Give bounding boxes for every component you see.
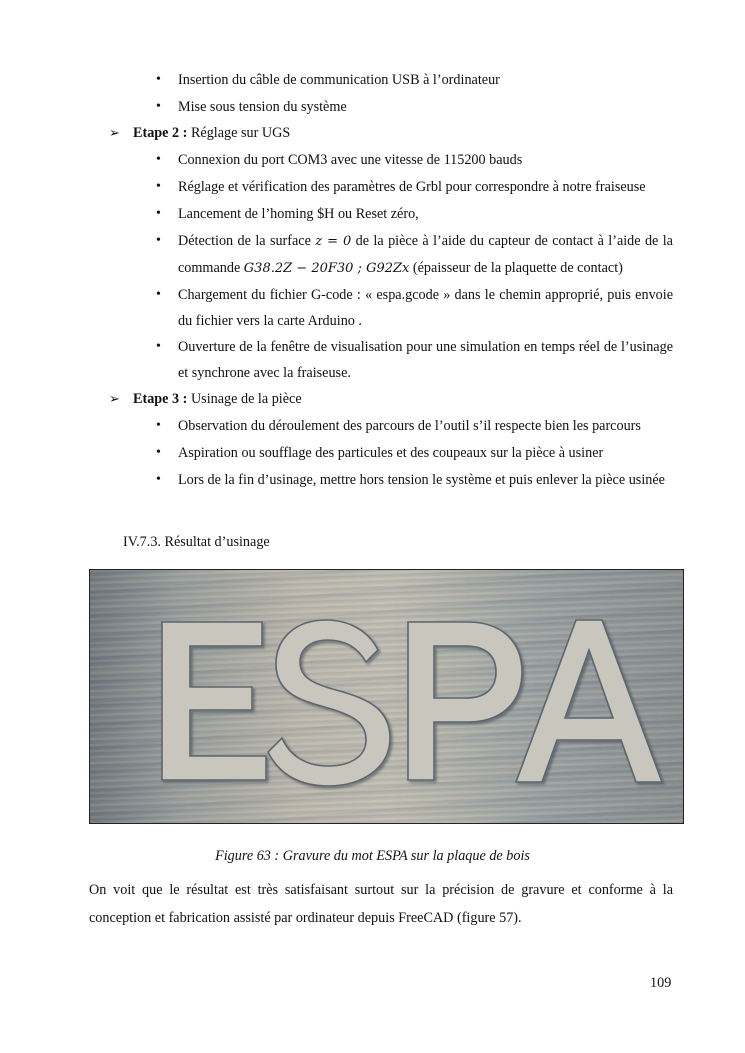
bullet-icon: • <box>156 179 161 194</box>
bullet-icon: • <box>156 418 161 433</box>
step-3-label: Etape 3 : <box>133 391 188 407</box>
bullet-icon: • <box>156 472 161 487</box>
step-3-title: Usinage de la pièce <box>190 391 302 407</box>
bullet-icon: • <box>156 152 161 167</box>
engraved-wood-photo <box>89 569 684 824</box>
step-2-heading <box>109 120 291 146</box>
list-item: • Réglage et vérification des paramètres de Grbl pour correspondre à notre fraiseuse <box>178 174 673 200</box>
list-item: • Lors de la fin d’usinage, mettre hors tension le système et puis enlever la pièce usinée <box>178 467 673 493</box>
bullet-icon: • <box>156 233 161 248</box>
step-3-heading <box>109 386 302 412</box>
step-2-title: Réglage sur UGS <box>190 125 291 141</box>
list-item: • Insertion du câble de communication USB à l’ordinateur <box>178 67 673 93</box>
section-heading: IV.7.3. Résultat d’usinage <box>123 534 270 550</box>
bullet-icon: • <box>156 99 161 114</box>
figure-caption: Figure 63 : Gravure du mot ESPA sur la plaque de bois <box>215 848 530 864</box>
bullet-icon: • <box>156 339 161 354</box>
bullet-icon: • <box>156 206 161 221</box>
list-item: • Connexion du port COM3 avec une vitesse de 115200 bauds <box>178 147 673 173</box>
list-item: • Mise sous tension du système <box>178 94 673 120</box>
list-item: • Détection de la surface z = 0 de la pièce à l’aide du capteur de contact à l’aide de la commande G38.2Z − 20F30 ; G92Zx (épaisseur de la plaquette de contact) <box>178 228 673 282</box>
arrow-bullet-icon: ➢ <box>109 391 120 406</box>
bullet-icon: • <box>156 445 161 460</box>
list-item: • Aspiration ou soufflage des particules et des coupeaux sur la pièce à usiner <box>178 440 673 466</box>
engraved-letter-e <box>162 622 266 780</box>
arrow-bullet-icon: ➢ <box>109 125 120 140</box>
list-item: • Chargement du fichier G-code : « espa.gcode » dans le chemin approprié, puis envoie du fichier vers la carte Arduino . <box>178 282 673 334</box>
step-2-label: Etape 2 : <box>133 125 188 141</box>
list-item: • Ouverture de la fenêtre de visualisation pour une simulation en temps réel de l’usinage et synchrone avec la fraiseuse. <box>178 334 673 386</box>
bullet-icon: • <box>156 287 161 302</box>
body-paragraph: On voit que le résultat est très satisfaisant surtout sur la précision de gravure et conforme à la conception et fabrication assisté par ordinateur depuis FreeCAD (figure 57). <box>89 882 673 926</box>
math-inline: G38.2Z − 20F30 ; G92Zx <box>243 261 410 276</box>
list-item: • Observation du déroulement des parcours de l’outil s’il respecte bien les parcours <box>178 413 673 439</box>
bullet-icon: • <box>156 72 161 87</box>
math-inline: z = 0 <box>315 234 352 249</box>
list-item: • Lancement de l’homing $H ou Reset zéro, <box>178 201 673 227</box>
page-number: 109 <box>650 975 672 991</box>
engraving-illustration <box>90 570 683 823</box>
